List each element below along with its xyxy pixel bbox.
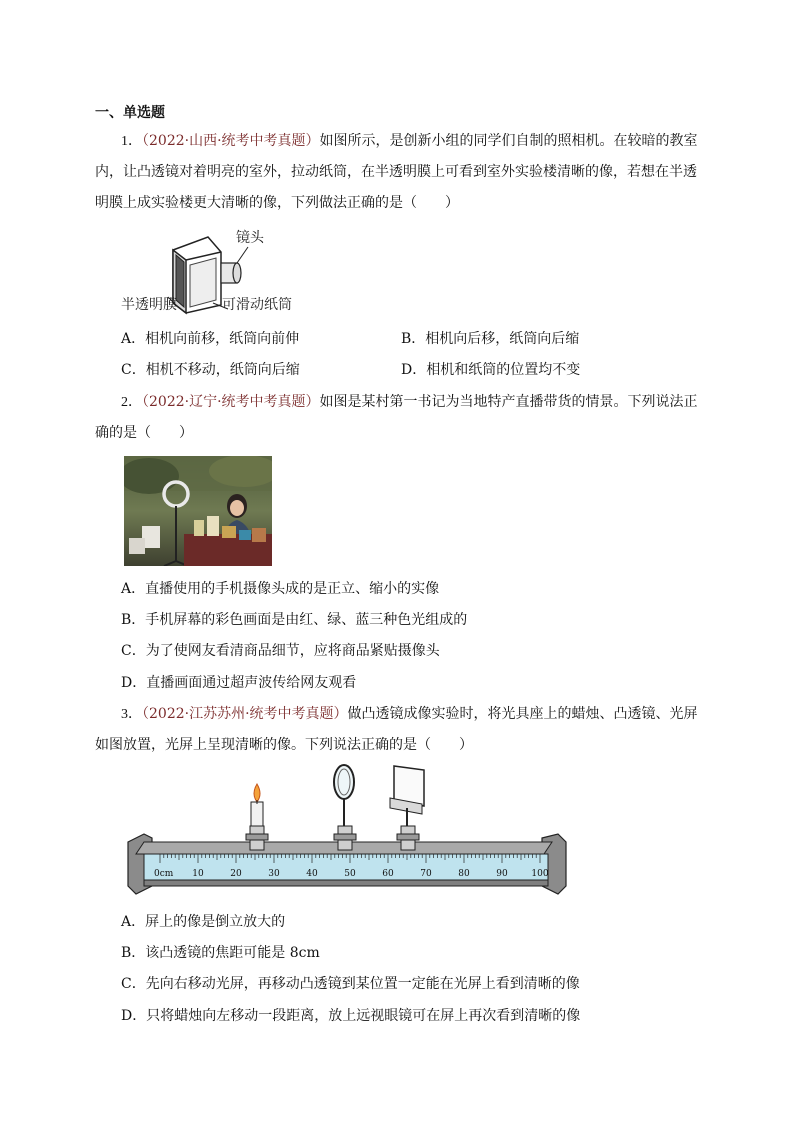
question-1-number: 1． (121, 134, 142, 149)
ruler-label: 90 (496, 869, 508, 879)
question-1-text-1: 如图所示，是创新小组的同学们自制的照相机。在较暗的教室 (319, 133, 698, 149)
ruler-label: 30 (268, 869, 280, 879)
question-2-option-c: C．为了使网友看清商品细节，应将商品紧贴摄像头 (121, 643, 440, 659)
section-title: 一、单选题 (95, 105, 165, 121)
ruler-label: 70 (420, 869, 432, 879)
question-3-option-d: D．只将蜡烛向左移动一段距离，放上远视眼镜可在屏上再次看到清晰的像 (121, 1008, 581, 1024)
question-1-option-c: C．相机不移动，纸筒向后缩 (121, 362, 300, 378)
question-2-text-1: 如图是某村第一书记为当地特产直播带货的情景。下列说法正 (319, 394, 698, 410)
question-2-text-2: 确的是（ ） (95, 425, 193, 441)
question-3-text-2: 如图放置，光屏上呈现清晰的像。下列说法正确的是（ ） (95, 737, 473, 753)
ruler-label: 60 (382, 869, 394, 879)
ruler-label: 0cm (154, 869, 174, 879)
question-1-option-d: D．相机和纸筒的位置均不变 (401, 362, 581, 378)
question-2-option-d: D．直播画面通过超声波传给网友观看 (121, 675, 357, 691)
question-3-line-1 (121, 704, 698, 725)
ruler-label: 40 (306, 869, 318, 879)
question-1-text-3: 明膜上成实验楼更大清晰的像，下列做法正确的是（ ） (95, 195, 459, 211)
ruler-label: 80 (458, 869, 470, 879)
ruler-label: 50 (344, 869, 356, 879)
question-1-source: （2022·山西·统考中考真题） (142, 133, 320, 149)
question-2-source: （2022·辽宁·统考中考真题） (142, 394, 320, 410)
ruler-label: 10 (192, 869, 204, 879)
question-1-option-a: A．相机向前移，纸筒向前伸 (121, 331, 300, 347)
question-1-text-2: 内，让凸透镜对着明亮的室外，拉动纸筒，在半透明膜上可看到室外实验楼清晰的像，若想在半透 (95, 164, 697, 180)
livestream-photo (124, 456, 272, 566)
question-2-number: 2． (121, 395, 142, 410)
question-2-option-a: A．直播使用的手机摄像头成的是正立、缩小的实像 (121, 581, 440, 597)
ruler-label: 100 (531, 869, 549, 879)
optical-bench-figure (122, 762, 574, 902)
question-2-line-1 (121, 392, 698, 413)
camera-label-lens: 镜头 (236, 230, 264, 246)
question-3-source: （2022·江苏苏州·统考中考真题） (142, 706, 348, 722)
question-3-number: 3． (121, 707, 142, 722)
question-1-line-1 (121, 131, 698, 152)
camera-label-film: 半透明膜 (121, 297, 177, 313)
question-2-option-b: B．手机屏幕的彩色画面是由红、绿、蓝三种色光组成的 (121, 612, 468, 628)
question-3-text-1: 做凸透镜成像实验时，将光具座上的蜡烛、凸透镜、光屏 (347, 706, 698, 722)
camera-label-tube: 可滑动纸筒 (222, 297, 292, 313)
question-3-option-c: C．先向右移动光屏，再移动凸透镜到某位置一定能在光屏上看到清晰的像 (121, 976, 580, 992)
camera-figure (118, 225, 308, 315)
question-3-option-b: B．该凸透镜的焦距可能是 8cm (121, 945, 320, 961)
question-3-option-a: A．屏上的像是倒立放大的 (121, 914, 286, 930)
ruler-label: 20 (230, 869, 242, 879)
question-1-option-b: B．相机向后移，纸筒向后缩 (401, 331, 580, 347)
